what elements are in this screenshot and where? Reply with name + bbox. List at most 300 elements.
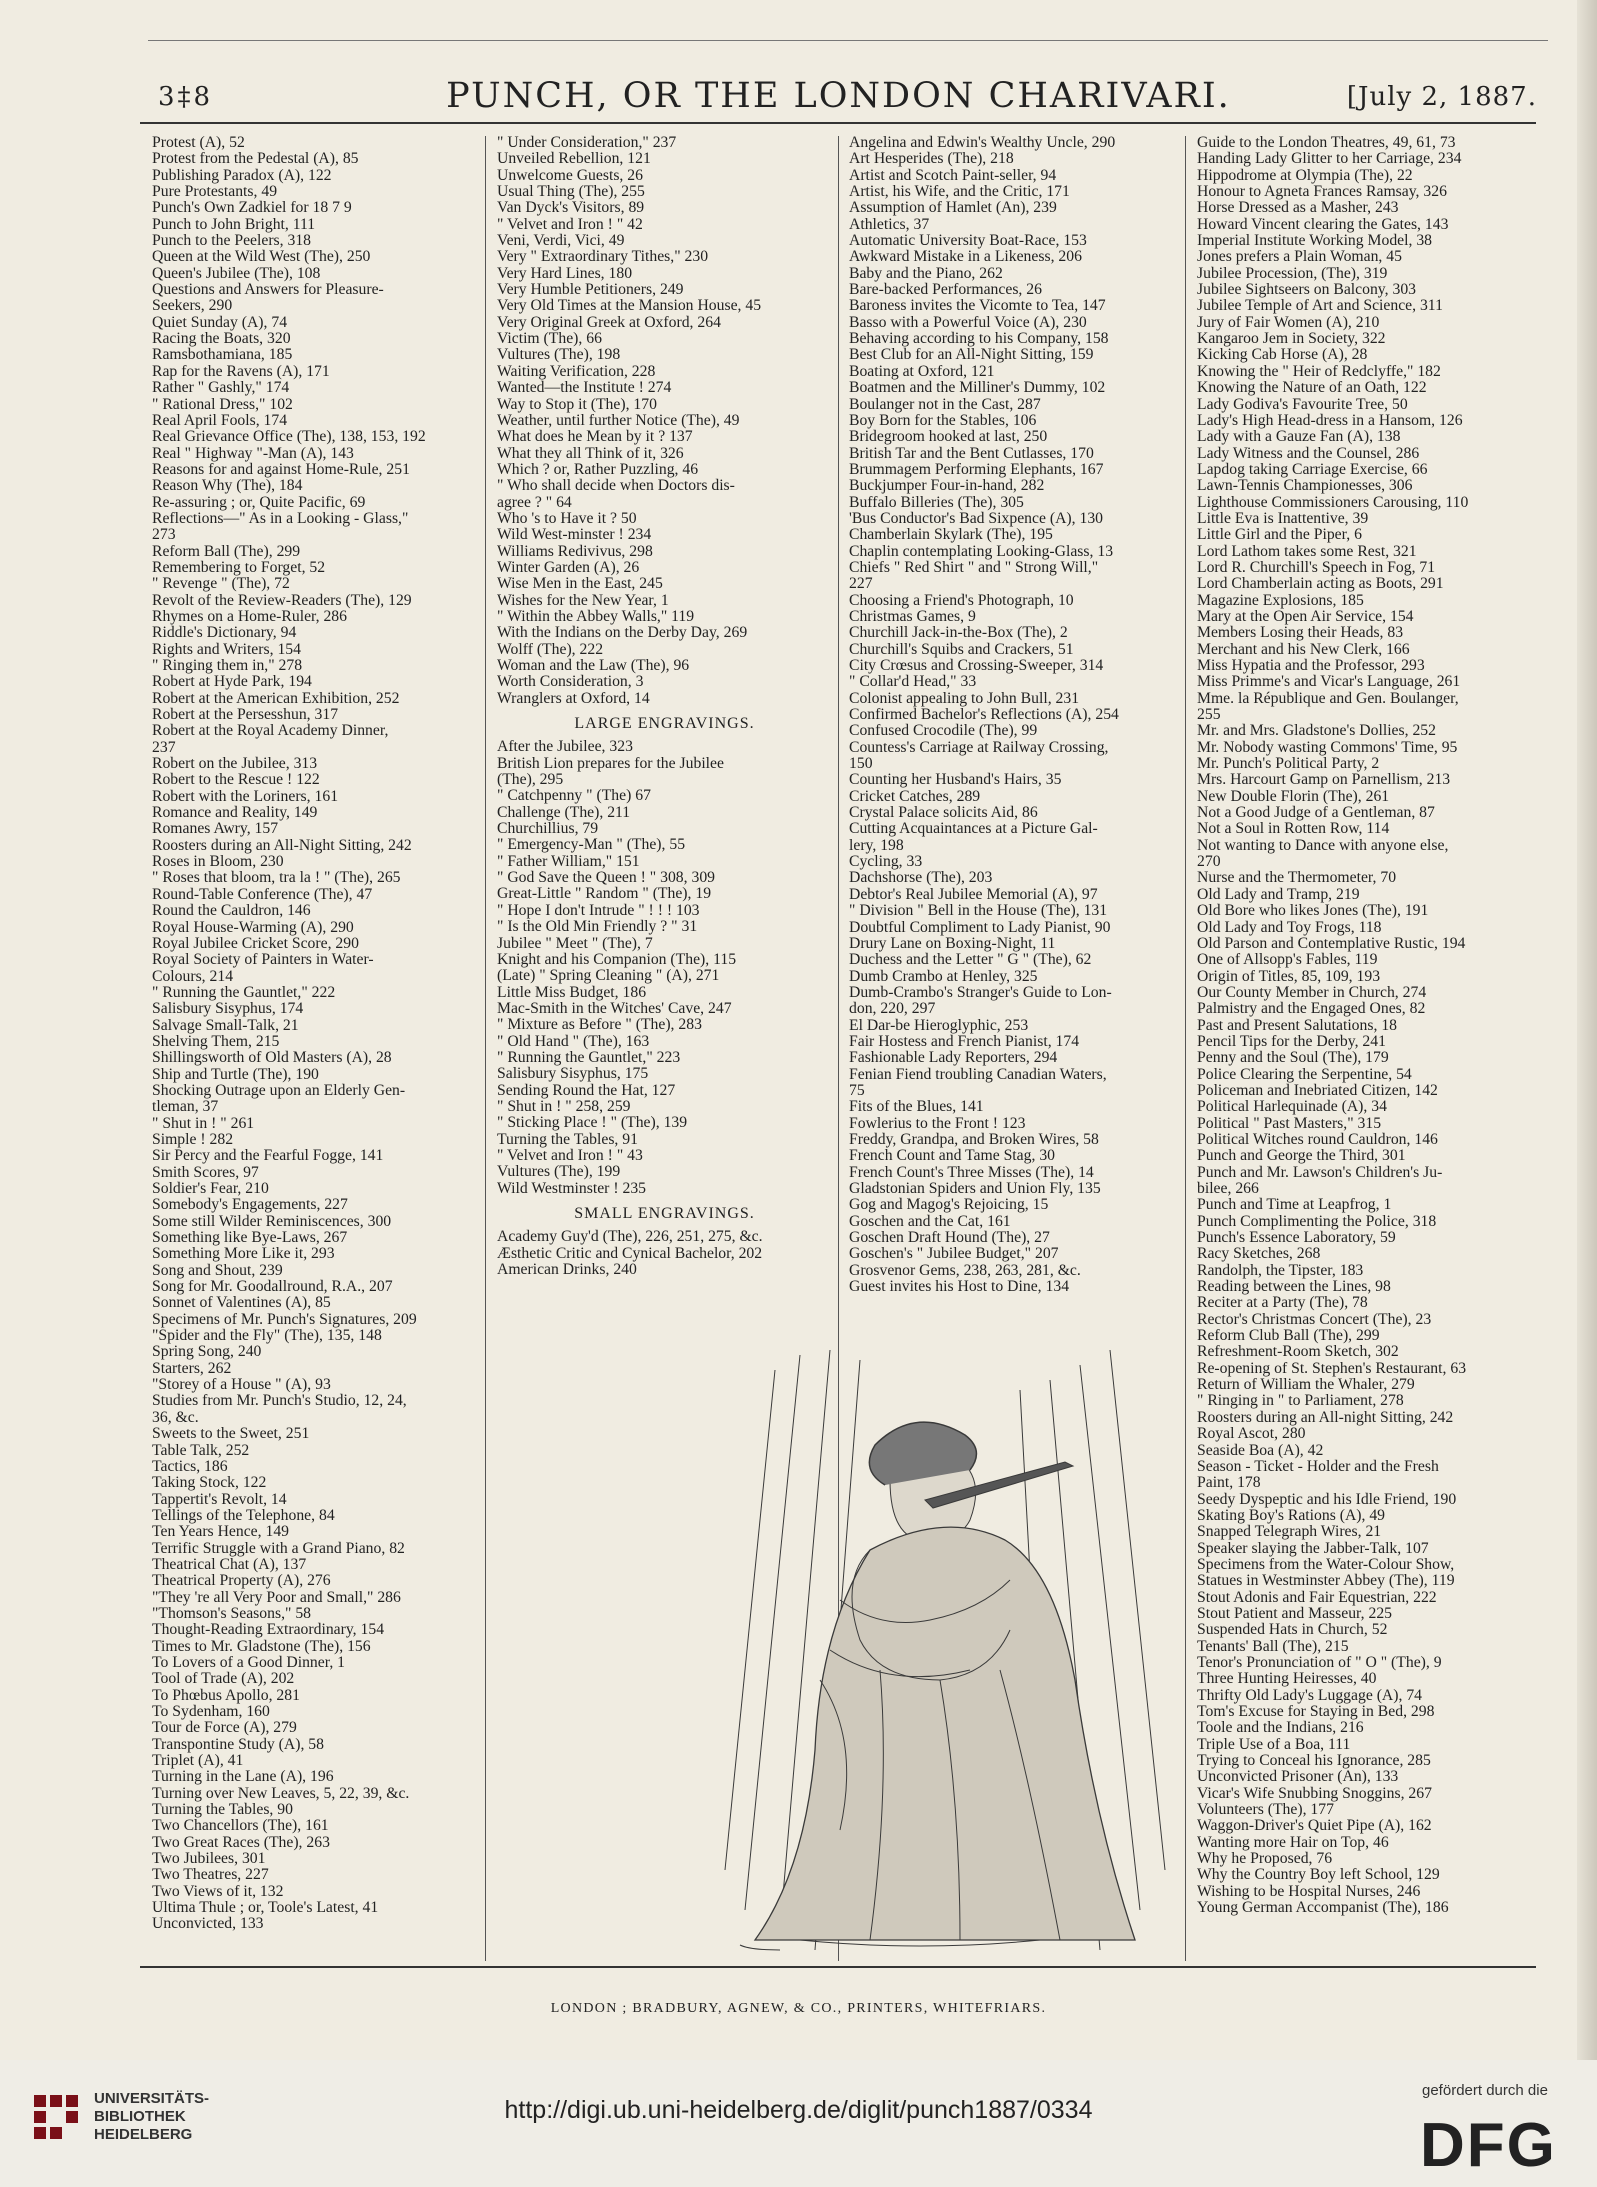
index-entry: Hippodrome at Olympia (The), 22 [1197, 166, 1413, 184]
index-entry: Guest invites his Host to Dine, 134 [849, 1278, 1070, 1296]
index-entry: Starters, 262 [152, 1359, 232, 1377]
index-entry: Victim (The), 66 [497, 330, 602, 348]
index-entry: " Catchpenny " (The) 67 [497, 787, 651, 805]
index-entry: Churchillius, 79 [497, 820, 599, 838]
index-entry: One of Allsopp's Fables, 119 [1197, 951, 1378, 969]
index-entry: Drury Lane on Boxing-Night, 11 [849, 934, 1056, 952]
index-entry: Unwelcome Guests, 26 [497, 166, 643, 184]
index-entry: Punch Complimenting the Police, 318 [1197, 1212, 1437, 1230]
index-entry: Robert on the Jubilee, 313 [152, 755, 318, 773]
index-entry: Vicar's Wife Snubbing Snoggins, 267 [1197, 1784, 1432, 1802]
index-entry: 255 [1197, 706, 1221, 724]
index-entry: Not a Good Judge of a Gentleman, 87 [1197, 804, 1435, 822]
index-entry: " Old Hand " (The), 163 [497, 1032, 650, 1050]
index-entry: " Running the Gauntlet," 222 [152, 983, 336, 1001]
index-entry: Roosters during an All-night Sitting, 242 [1197, 1408, 1454, 1426]
index-entry: Mrs. Harcourt Gamp on Parnellism, 213 [1197, 771, 1451, 789]
permalink-url[interactable]: http://digi.ub.uni-heidelberg.de/diglit/punch1887/0334 [504, 2096, 1093, 2124]
index-entry: lery, 198 [849, 836, 904, 854]
index-entry: Re-assuring ; or, Quite Pacific, 69 [152, 493, 366, 511]
index-entry: Wanting more Hair on Top, 46 [1197, 1833, 1389, 1851]
index-entry: Lord Chamberlain acting as Boots, 291 [1197, 575, 1444, 593]
index-entry: Robert at the Persesshun, 317 [152, 706, 339, 724]
index-entry: Ramsbothamiana, 185 [152, 346, 293, 364]
index-entry: Tour de Force (A), 279 [152, 1719, 297, 1737]
index-entry: British Lion prepares for the Jubilee [497, 754, 724, 772]
index-entry: " Hope I don't Intrude " ! ! ! 103 [497, 901, 700, 919]
index-entry: Very Hard Lines, 180 [497, 264, 633, 282]
bottom-rule [140, 1966, 1536, 1968]
index-entry: Wishing to be Hospital Nurses, 246 [1197, 1882, 1421, 1900]
index-entry: Worth Consideration, 3 [497, 673, 644, 691]
index-entry: tleman, 37 [152, 1098, 219, 1116]
index-entry: Young German Accompanist (The), 186 [1197, 1899, 1449, 1917]
index-entry: Old Lady and Toy Frogs, 118 [1197, 918, 1382, 936]
index-entry: Doubtful Compliment to Lady Pianist, 90 [849, 918, 1111, 936]
index-entry: Awkward Mistake in a Likeness, 206 [849, 248, 1082, 266]
index-entry: Wishes for the New Year, 1 [497, 591, 669, 609]
index-entry: Seekers, 290 [152, 297, 233, 315]
index-entry: Punch to John Bright, 111 [152, 215, 316, 233]
index-entry: Van Dyck's Visitors, 89 [497, 199, 645, 217]
index-entry: Randolph, the Tipster, 183 [1197, 1261, 1364, 1279]
dfg-logo [1418, 2112, 1576, 2172]
index-entry: " Revenge " (The), 72 [152, 575, 290, 593]
index-entry: Punch and Time at Leapfrog, 1 [1197, 1196, 1392, 1214]
index-entry: Jury of Fair Women (A), 210 [1197, 313, 1380, 331]
index-entry: Chaplin contemplating Looking-Glass, 13 [849, 542, 1114, 560]
index-entry: Rhymes on a Home-Ruler, 286 [152, 607, 347, 625]
index-entry: Rather " Gashly," 174 [152, 379, 290, 397]
index-entry: Punch and Mr. Lawson's Children's Ju- [1197, 1163, 1443, 1181]
index-entry: Theatrical Property (A), 276 [152, 1572, 331, 1590]
index-entry: " Mixture as Before " (The), 283 [497, 1016, 702, 1034]
index-entry: Gog and Magog's Rejoicing, 15 [849, 1196, 1049, 1214]
index-entry: Baroness invites the Vicomte to Tea, 147 [849, 297, 1106, 315]
index-entry: Jubilee Temple of Art and Science, 311 [1197, 297, 1443, 315]
index-entry: Waggon-Driver's Quiet Pipe (A), 162 [1197, 1817, 1432, 1835]
index-entry: French Count and Tame Stag, 30 [849, 1147, 1056, 1165]
printer-imprint: LONDON ; BRADBURY, AGNEW, & CO., PRINTERS, WHITEFRIARS. [550, 2001, 1047, 2016]
index-entry: Seedy Dyspeptic and his Idle Friend, 190 [1197, 1490, 1457, 1508]
index-entry: Lapdog taking Carriage Exercise, 66 [1197, 460, 1428, 478]
index-entry: Salisbury Sisyphus, 174 [152, 1000, 304, 1018]
index-entry: Past and Present Salutations, 18 [1197, 1016, 1398, 1034]
index-entry: Mme. la République and Gen. Boulanger, [1197, 689, 1459, 707]
index-entry: City Crœsus and Crossing-Sweeper, 314 [849, 657, 1104, 674]
index-entry: Shocking Outrage upon an Elderly Gen- [152, 1081, 406, 1099]
index-entry: Choosing a Friend's Photograph, 10 [849, 591, 1074, 609]
index-entry: Miss Primme's and Vicar's Language, 261 [1197, 673, 1461, 691]
index-entry: Volunteers (The), 177 [1197, 1801, 1334, 1819]
index-entry: Chamberlain Skylark (The), 195 [849, 526, 1053, 544]
index-entry: Who 's to Have it ? 50 [497, 509, 637, 527]
index-entry: Somebody's Engagements, 227 [152, 1196, 348, 1214]
cartoon-illustration-woman-with-lorgnette [720, 1350, 1180, 1960]
index-entry: Song for Mr. Goodallround, R.A., 207 [152, 1278, 393, 1296]
index-entry: " Running the Gauntlet," 223 [497, 1048, 681, 1066]
index-entry: Revolt of the Review-Readers (The), 129 [152, 591, 412, 609]
index-entry: Miss Hypatia and the Professor, 293 [1197, 657, 1425, 674]
uni-name-line: HEIDELBERG [94, 2126, 193, 2143]
index-entry: American Drinks, 240 [497, 1261, 637, 1279]
index-entry: Two Chancellors (The), 161 [152, 1817, 329, 1835]
index-entry: Reading between the Lines, 98 [1197, 1278, 1391, 1296]
index-entry: Why he Proposed, 76 [1197, 1850, 1333, 1868]
index-entry: Wranglers at Oxford, 14 [497, 689, 650, 707]
index-entry: " Division " Bell in the House (The), 131 [849, 902, 1108, 920]
index-entry: Very Humble Petitioners, 249 [497, 281, 684, 299]
index-entry: Which ? or, Rather Puzzling, 46 [497, 460, 699, 478]
index-entry: Cycling, 33 [849, 853, 923, 871]
index-entry: Political Witches round Cauldron, 146 [1197, 1130, 1438, 1148]
index-entry: " Ringing them in," 278 [152, 657, 303, 674]
index-entry: Seaside Boa (A), 42 [1197, 1441, 1324, 1459]
index-entry: Transpontine Study (A), 58 [152, 1735, 324, 1753]
index-entry: Statues in Westminster Abbey (The), 119 [1197, 1572, 1455, 1590]
index-entry: Pure Protestants, 49 [152, 183, 278, 201]
index-entry: " Father William," 151 [497, 852, 640, 870]
index-entry: Tappertit's Revolt, 14 [152, 1490, 287, 1508]
index-entry: Reasons for and against Home-Rule, 251 [152, 460, 410, 478]
index-entry: Colonist appealing to John Bull, 231 [849, 689, 1080, 707]
index-entry: " Shut in ! " 261 [152, 1114, 255, 1132]
index-entry: Two Great Races (The), 263 [152, 1833, 330, 1851]
index-entry: Æsthetic Critic and Cynical Bachelor, 202 [497, 1244, 763, 1262]
index-entry: 273 [152, 526, 176, 544]
running-header [140, 72, 1537, 120]
index-entry: Buckjumper Four-in-hand, 282 [849, 477, 1045, 495]
index-entry: Christmas Games, 9 [849, 607, 976, 625]
index-entry: Very Old Times at the Mansion House, 45 [497, 297, 762, 315]
index-entry: "Thomson's Seasons," 58 [152, 1604, 312, 1622]
index-entry: Studies from Mr. Punch's Studio, 12, 24, [152, 1392, 407, 1410]
index-entry: Brummagem Performing Elephants, 167 [849, 460, 1104, 478]
index-entry: Smith Scores, 97 [152, 1163, 259, 1181]
index-entry: Sonnet of Valentines (A), 85 [152, 1294, 331, 1312]
index-entry: Turning in the Lane (A), 196 [152, 1768, 334, 1786]
index-entry: Thrifty Old Lady's Luggage (A), 74 [1197, 1686, 1423, 1704]
index-entry: To Lovers of a Good Dinner, 1 [152, 1653, 346, 1671]
index-entry: Racy Sketches, 268 [1197, 1245, 1321, 1263]
index-entry: " Velvet and Iron ! " 42 [497, 215, 643, 233]
index-entry: Fenian Fiend troubling Canadian Waters, [849, 1065, 1107, 1083]
index-entry: Fair Hostess and French Pianist, 174 [849, 1032, 1080, 1050]
index-entry: Wise Men in the East, 245 [497, 575, 663, 593]
index-entry: Refreshment-Room Sketch, 302 [1197, 1343, 1399, 1361]
index-entry: Grosvenor Gems, 238, 263, 281, &c. [849, 1261, 1081, 1279]
index-entry: Not wanting to Dance with anyone else, [1197, 836, 1449, 854]
index-entry: Turning the Tables, 90 [152, 1801, 293, 1819]
index-entry: British Tar and the Bent Cutlasses, 170 [849, 444, 1094, 462]
index-entry: Little Miss Budget, 186 [497, 983, 647, 1001]
index-entry: Turning the Tables, 91 [497, 1130, 638, 1148]
index-entry: Assumption of Hamlet (An), 239 [849, 199, 1057, 217]
index-entry: Stout Patient and Masseur, 225 [1197, 1604, 1393, 1622]
index-entry: Two Jubilees, 301 [152, 1850, 266, 1868]
index-entry: 75 [849, 1081, 865, 1099]
index-entry: Magazine Explosions, 185 [1197, 591, 1364, 609]
large-engravings-list [497, 739, 832, 1197]
index-entry: Guide to the London Theatres, 49, 61, 73 [1197, 135, 1456, 151]
index-entry: Remembering to Forget, 52 [152, 558, 326, 576]
index-entry: Lord R. Churchill's Speech in Fog, 71 [1197, 558, 1436, 576]
index-entry: Countess's Carriage at Railway Crossing, [849, 738, 1109, 756]
index-entry: Dumb-Crambo's Stranger's Guide to Lon- [849, 983, 1112, 1001]
index-entry: Punch's Own Zadkiel for 18 7 9 [152, 199, 352, 217]
index-entry: Nurse and the Thermometer, 70 [1197, 869, 1397, 887]
index-entry: Something like Bye-Laws, 267 [152, 1229, 348, 1247]
index-entry: Lady Witness and the Counsel, 286 [1197, 444, 1420, 462]
index-entry: Real April Fools, 174 [152, 411, 288, 429]
index-entry: Dumb Crambo at Henley, 325 [849, 967, 1038, 985]
index-entry: Little Eva is Inattentive, 39 [1197, 509, 1369, 527]
index-entry: Goschen and the Cat, 161 [849, 1212, 1011, 1230]
index-entry: Return of William the Whaler, 279 [1197, 1376, 1415, 1394]
index-entry: Season - Ticket - Holder and the Fresh [1197, 1457, 1439, 1475]
index-entry: Suspended Hats in Church, 52 [1197, 1621, 1388, 1639]
index-entry: Rights and Writers, 154 [152, 640, 301, 658]
index-entry: Confirmed Bachelor's Reflections (A), 254 [849, 706, 1119, 724]
index-entry: Artist and Scotch Paint-seller, 94 [849, 166, 1057, 184]
index-entry: Lighthouse Commissioners Carousing, 110 [1197, 493, 1469, 511]
page-number: 3‡8 [158, 82, 214, 112]
index-entry: Merchant and his New Clerk, 166 [1197, 640, 1410, 658]
index-entry: 270 [1197, 853, 1221, 871]
index-entry: Robert to the Rescue ! 122 [152, 771, 320, 789]
index-entry: Handing Lady Glitter to her Carriage, 234 [1197, 150, 1462, 168]
index-entry: "Spider and the Fly" (The), 135, 148 [152, 1327, 382, 1345]
digitization-footer [0, 2060, 1597, 2187]
index-entry: Origin of Titles, 85, 109, 193 [1197, 967, 1381, 985]
index-entry: Boulanger not in the Cast, 287 [849, 395, 1041, 413]
index-entry: Royal Jubilee Cricket Score, 290 [152, 934, 359, 952]
index-entry: Waiting Verification, 228 [497, 362, 656, 380]
index-entry: Gladstonian Spiders and Union Fly, 135 [849, 1180, 1101, 1197]
page-edge-shadow [1577, 0, 1597, 2060]
index-entry: Howard Vincent clearing the Gates, 143 [1197, 215, 1449, 233]
index-entry: Specimens of Mr. Punch's Signatures, 209 [152, 1310, 417, 1328]
index-entry: Unveiled Rebellion, 121 [497, 150, 651, 168]
uni-name-line: UNIVERSITÄTS- [94, 2090, 210, 2107]
index-entry: Way to Stop it (The), 170 [497, 395, 657, 413]
index-entry: Ten Years Hence, 149 [152, 1523, 290, 1541]
index-entry: bilee, 266 [1197, 1180, 1259, 1197]
index-entry: Tool of Trade (A), 202 [152, 1670, 295, 1688]
index-entry: Royal House-Warming (A), 290 [152, 918, 354, 936]
index-entry: " Collar'd Head," 33 [849, 673, 977, 691]
index-entry: 237 [152, 738, 176, 756]
index-entry: Chiefs " Red Shirt " and " Strong Will," [849, 558, 1099, 576]
index-entry: Tellings of the Telephone, 84 [152, 1506, 335, 1524]
index-entry: Spring Song, 240 [152, 1343, 262, 1361]
index-entry: Punch and George the Third, 301 [1197, 1147, 1406, 1165]
index-entry: Churchill Jack-in-the-Box (The), 2 [849, 624, 1068, 642]
index-entry: French Count's Three Misses (The), 14 [849, 1163, 1094, 1181]
index-entry: "Storey of a House " (A), 93 [152, 1376, 331, 1394]
section-heading-large-engravings: LARGE ENGRAVINGS. [574, 715, 755, 733]
index-entry: Reform Ball (The), 299 [152, 542, 301, 560]
index-entry: Tom's Excuse for Staying in Bed, 298 [1197, 1703, 1435, 1720]
index-entry: Times to Mr. Gladstone (The), 156 [152, 1637, 371, 1655]
index-entry: Royal Ascot, 280 [1197, 1425, 1306, 1443]
index-entry: Vultures (The), 199 [497, 1163, 621, 1181]
index-column-1 [152, 135, 477, 1965]
index-entry: Salvage Small-Talk, 21 [152, 1016, 299, 1034]
index-entry: Shelving Them, 215 [152, 1032, 280, 1050]
index-entry: Crystal Palace solicits Aid, 86 [849, 804, 1038, 822]
index-entry: Goschen Draft Hound (The), 27 [849, 1229, 1050, 1247]
index-entry: Boy Born for the Stables, 106 [849, 411, 1037, 429]
index-entry: Usual Thing (The), 255 [497, 183, 645, 201]
index-entry: Lawn-Tennis Championesses, 306 [1197, 477, 1413, 495]
index-entry: Imperial Institute Working Model, 38 [1197, 232, 1433, 250]
index-entry: Real Grievance Office (The), 138, 153, 192 [152, 428, 426, 446]
index-entry: Bridegroom hooked at last, 250 [849, 428, 1048, 446]
index-entry: Counting her Husband's Hairs, 35 [849, 771, 1062, 789]
index-entry: Mr. and Mrs. Gladstone's Dollies, 252 [1197, 722, 1436, 740]
index-entry: Robert at the Royal Academy Dinner, [152, 722, 389, 740]
index-entry: " Within the Abbey Walls," 119 [497, 607, 695, 625]
index-entry: Confused Crocodile (The), 99 [849, 722, 1038, 740]
index-entry: Racing the Boats, 320 [152, 330, 291, 348]
index-entry: Basso with a Powerful Voice (A), 230 [849, 313, 1087, 331]
index-entry: Protest (A), 52 [152, 135, 245, 151]
index-entry: Theatrical Chat (A), 137 [152, 1555, 307, 1573]
index-entry: Athletics, 37 [849, 215, 930, 233]
index-entry: " Emergency-Man " (The), 55 [497, 836, 686, 854]
index-entry: Winter Garden (A), 26 [497, 558, 640, 576]
index-entry: Two Views of it, 132 [152, 1882, 284, 1900]
index-entry: Palmistry and the Engaged Ones, 82 [1197, 1000, 1426, 1018]
index-entry: Kicking Cab Horse (A), 28 [1197, 346, 1368, 364]
index-entry: Punch's Essence Laboratory, 59 [1197, 1229, 1396, 1247]
column-rule [1185, 136, 1186, 1961]
index-list-2 [497, 135, 832, 707]
index-entry: Simple ! 282 [152, 1130, 234, 1148]
page-title: PUNCH, OR THE LONDON CHARIVARI. [446, 76, 1231, 116]
index-entry: 227 [849, 575, 873, 593]
index-entry: Behaving according to his Company, 158 [849, 330, 1109, 348]
index-entry: Roses in Bloom, 230 [152, 853, 284, 871]
index-entry: Robert at Hyde Park, 194 [152, 673, 312, 691]
column-rule [485, 136, 486, 1961]
index-entry: Lady's High Head-dress in a Hansom, 126 [1197, 411, 1463, 429]
index-entry: Soldier's Fear, 210 [152, 1180, 269, 1197]
index-entry: 'Bus Conductor's Bad Sixpence (A), 130 [849, 509, 1104, 527]
index-entry: Buffalo Billeries (The), 305 [849, 493, 1024, 511]
index-entry: Paint, 178 [1197, 1474, 1261, 1492]
index-entry: Mac-Smith in the Witches' Cave, 247 [497, 999, 732, 1017]
index-entry: Ship and Turtle (The), 190 [152, 1065, 319, 1083]
index-entry: " Ringing in " to Parliament, 278 [1197, 1392, 1404, 1410]
issue-date: [July 2, 1887. [1346, 82, 1537, 112]
index-entry: Little Girl and the Piper, 6 [1197, 526, 1362, 544]
index-entry: What they all Think of it, 326 [497, 444, 684, 462]
index-entry: " Sticking Place ! " (The), 139 [497, 1114, 688, 1132]
index-entry: Queen at the Wild West (The), 250 [152, 248, 371, 266]
index-entry: Three Hunting Heiresses, 40 [1197, 1670, 1377, 1688]
index-entry: Duchess and the Letter " G " (The), 62 [849, 951, 1092, 969]
index-entry: Jubilee Sightseers on Balcony, 303 [1197, 281, 1417, 299]
index-entry: Policeman and Inebriated Citizen, 142 [1197, 1081, 1438, 1099]
index-entry: Table Talk, 252 [152, 1441, 250, 1459]
index-entry: Song and Shout, 239 [152, 1261, 283, 1279]
index-entry: Dachshorse (The), 203 [849, 869, 993, 887]
index-entry: Reflections—" As in a Looking - Glass," [152, 509, 409, 527]
index-entry: 36, &c. [152, 1408, 199, 1426]
index-entry: Tenor's Pronunciation of " O " (The), 9 [1197, 1653, 1442, 1671]
index-entry: Terrific Struggle with a Grand Piano, 82 [152, 1539, 405, 1557]
uni-name-line: BIBLIOTHEK [94, 2108, 186, 2125]
index-entry: Fashionable Lady Reporters, 294 [849, 1049, 1058, 1067]
index-entry: Snapped Telegraph Wires, 21 [1197, 1523, 1382, 1541]
index-entry: Academy Guy'd (The), 226, 251, 275, &c. [497, 1228, 763, 1246]
index-entry: Specimens from the Water-Colour Show, [1197, 1555, 1455, 1573]
index-entry: Salisbury Sisyphus, 175 [497, 1065, 649, 1083]
index-entry: Quiet Sunday (A), 74 [152, 313, 288, 331]
index-entry: " Who shall decide when Doctors dis- [497, 477, 735, 495]
index-entry: Angelina and Edwin's Wealthy Uncle, 290 [849, 135, 1116, 151]
index-entry: " God Save the Queen ! " 308, 309 [497, 869, 716, 887]
index-entry: Rector's Christmas Concert (The), 23 [1197, 1310, 1432, 1328]
index-entry: Royal Society of Painters in Water- [152, 951, 374, 969]
index-entry: Best Club for an All-Night Sitting, 159 [849, 346, 1094, 364]
index-entry: Roosters during an All-Night Sitting, 242 [152, 836, 412, 854]
index-entry: Mary at the Open Air Service, 154 [1197, 607, 1414, 625]
index-entry: Trying to Conceal his Ignorance, 285 [1197, 1752, 1431, 1770]
index-entry: Triplet (A), 41 [152, 1752, 244, 1770]
index-entry: Boating at Oxford, 121 [849, 362, 995, 380]
index-entry: Old Lady and Tramp, 219 [1197, 885, 1360, 903]
index-entry: (Late) " Spring Cleaning " (A), 271 [497, 967, 720, 985]
index-entry: Robert with the Loriners, 161 [152, 787, 339, 805]
index-entry: To Phœbus Apollo, 281 [152, 1686, 300, 1704]
index-entry: Shillingsworth of Old Masters (A), 28 [152, 1049, 392, 1067]
index-entry: " Rational Dress," 102 [152, 395, 293, 413]
index-entry: Robert at the American Exhibition, 252 [152, 689, 400, 707]
index-entry: Mr. Punch's Political Party, 2 [1197, 755, 1380, 773]
index-entry: Lady Godiva's Favourite Tree, 50 [1197, 395, 1408, 413]
index-entry: Lady with a Gauze Fan (A), 138 [1197, 428, 1401, 446]
index-entry: Knight and his Companion (The), 115 [497, 950, 737, 968]
index-entry: Police Clearing the Serpentine, 54 [1197, 1065, 1412, 1083]
index-entry: Triple Use of a Boa, 111 [1197, 1735, 1351, 1753]
index-entry: Cutting Acquaintances at a Picture Gal- [849, 820, 1098, 838]
index-column-4 [1197, 135, 1532, 1965]
index-entry: Vultures (The), 198 [497, 346, 621, 364]
index-entry: Wild Westminster ! 235 [497, 1179, 647, 1197]
index-entry: Fits of the Blues, 141 [849, 1098, 984, 1116]
index-entry: Sending Round the Hat, 127 [497, 1081, 676, 1099]
index-entry: Wolff (The), 222 [497, 640, 604, 658]
index-entry: Cricket Catches, 289 [849, 787, 981, 805]
index-entry: Political Harlequinade (A), 34 [1197, 1098, 1387, 1116]
index-entry: don, 220, 297 [849, 1000, 936, 1018]
index-entry: Automatic University Boat-Race, 153 [849, 232, 1087, 250]
index-entry: Re-opening of St. Stephen's Restaurant, 63 [1197, 1359, 1467, 1377]
index-entry: Not a Soul in Rotten Row, 114 [1197, 820, 1390, 838]
index-entry: Baby and the Piano, 262 [849, 264, 1003, 282]
index-entry: Real " Highway "-Man (A), 143 [152, 444, 354, 462]
top-rule [148, 40, 1548, 41]
index-entry: Stout Adonis and Fair Equestrian, 222 [1197, 1588, 1437, 1606]
index-entry: Goschen's " Jubilee Budget," 207 [849, 1245, 1059, 1263]
index-entry: Unconvicted, 133 [152, 1915, 264, 1933]
index-entry: Wild West-minster ! 234 [497, 526, 652, 544]
index-entry: Boatmen and the Milliner's Dummy, 102 [849, 379, 1106, 397]
index-entry: Protest from the Pedestal (A), 85 [152, 150, 359, 168]
